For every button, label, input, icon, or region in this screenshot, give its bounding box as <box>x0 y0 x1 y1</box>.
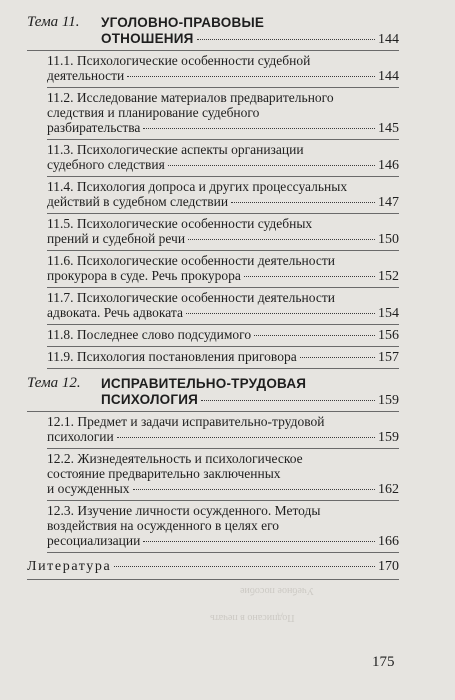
leader-dots <box>114 566 375 567</box>
leader-dots <box>197 39 375 40</box>
theme-title-line: УГОЛОВНО-ПРАВОВЫЕ <box>101 15 265 30</box>
toc-entry <box>47 177 399 214</box>
leader-dots <box>117 437 375 438</box>
leader-dots <box>231 202 375 203</box>
page-ref: 170 <box>378 559 399 574</box>
leader-dots <box>188 239 375 240</box>
entry-line: психологии <box>47 429 114 444</box>
toc-entry <box>47 88 399 140</box>
page-ref: 152 <box>378 269 399 284</box>
leader-dots <box>127 76 375 77</box>
entry-line: 12.3. Изучение личности осужденного. Методы <box>47 503 321 518</box>
literature-label: Литература <box>27 559 112 574</box>
entry-line: 11.6. Психологические особенности деятельности <box>47 253 335 268</box>
entry-line: 11.7. Психологические особенности деятельности <box>47 290 335 305</box>
page-ref: 156 <box>378 328 399 343</box>
entry-line: 12.1. Предмет и задачи исправительно-трудовой <box>47 414 325 429</box>
toc-theme-12 <box>27 375 399 553</box>
entry-line: деятельности <box>47 68 125 83</box>
theme-title-line: ИСПРАВИТЕЛЬНО-ТРУДОВАЯ <box>101 376 307 391</box>
entry-line: действий в судебном следствии <box>47 194 229 209</box>
page-ref: 144 <box>378 69 399 84</box>
toc-entry <box>47 347 399 369</box>
theme-11-heading <box>27 14 399 51</box>
page-ref: 144 <box>378 32 399 47</box>
leader-dots <box>133 489 375 490</box>
toc-entry <box>47 501 399 553</box>
bleed-through-text: Учебное пособие <box>240 585 314 596</box>
entry-line: 11.8. Последнее слово подсудимого <box>47 327 252 342</box>
entry-line: судебного следствия <box>47 157 165 172</box>
theme-label: Тема 12. <box>27 375 81 391</box>
page-ref: 146 <box>378 158 399 173</box>
leader-dots <box>168 165 375 166</box>
leader-dots <box>254 335 375 336</box>
theme-label: Тема 11. <box>27 14 80 30</box>
entry-line: следствия и планирование судебного <box>47 105 260 120</box>
entry-line: 12.2. Жизнедеятельность и психологическое <box>47 451 303 466</box>
page-number: 175 <box>372 654 395 670</box>
entry-line: 11.2. Исследование материалов предварительного <box>47 90 334 105</box>
leader-dots <box>300 357 375 358</box>
toc-entry <box>47 51 399 88</box>
leader-dots <box>201 400 375 401</box>
leader-dots <box>143 128 375 129</box>
entry-line: прений и судебной речи <box>47 231 186 246</box>
page-ref: 162 <box>378 482 399 497</box>
theme-title-line: ОТНОШЕНИЯ <box>101 31 194 46</box>
bleed-through-text: Подписано в печать <box>210 612 295 623</box>
page-ref: 154 <box>378 306 399 321</box>
toc-entry <box>47 325 399 347</box>
toc-entry <box>47 140 399 177</box>
entry-line: 11.3. Психологические аспекты организации <box>47 142 304 157</box>
toc-entry <box>47 412 399 449</box>
page-ref: 159 <box>378 430 399 445</box>
entry-line: прокурора в суде. Речь прокурора <box>47 268 241 283</box>
theme-12-heading <box>27 375 399 412</box>
toc-theme-11 <box>27 14 399 369</box>
page-ref: 150 <box>378 232 399 247</box>
leader-dots <box>143 541 375 542</box>
entry-line: 11.9. Психология постановления приговора <box>47 349 297 364</box>
entry-line: и осужденных <box>47 481 130 496</box>
page-ref: 159 <box>378 393 399 408</box>
entry-line: 11.5. Психологические особенности судебных <box>47 216 313 231</box>
entry-line: адвоката. Речь адвоката <box>47 305 183 320</box>
theme-title-line: ПСИХОЛОГИЯ <box>101 392 199 407</box>
page-ref: 145 <box>378 121 399 136</box>
entry-line: 11.4. Психология допроса и других процессуальных <box>47 179 348 194</box>
leader-dots <box>244 276 375 277</box>
table-of-contents <box>27 14 399 580</box>
leader-dots <box>186 313 375 314</box>
toc-entry <box>47 251 399 288</box>
entry-line: воздействия на осужденного в целях его <box>47 518 280 533</box>
toc-entry <box>47 449 399 501</box>
toc-entry <box>47 214 399 251</box>
entry-line: состояние предварительно заключенных <box>47 466 281 481</box>
page-ref: 157 <box>378 350 399 365</box>
entry-line: ресоциализации <box>47 533 141 548</box>
toc-literature <box>27 559 399 580</box>
page-ref: 147 <box>378 195 399 210</box>
toc-entry <box>47 288 399 325</box>
entry-line: 11.1. Психологические особенности судебной <box>47 53 311 68</box>
page-ref: 166 <box>378 534 399 549</box>
entry-line: разбирательства <box>47 120 141 135</box>
